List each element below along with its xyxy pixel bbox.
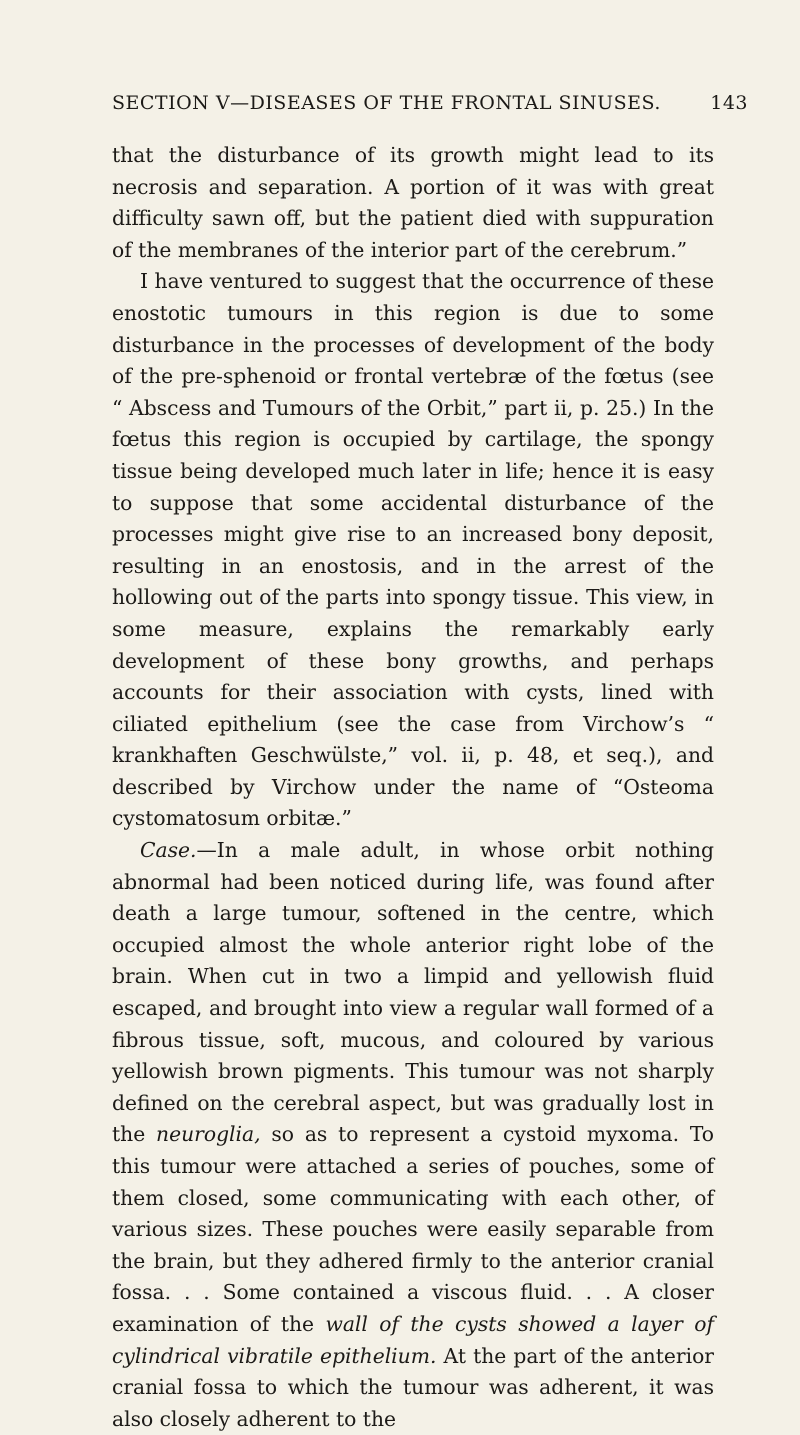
page-number: 143 [710, 92, 748, 114]
paragraph-case [112, 835, 714, 1435]
epithelium-phrase: wall of the cysts showed a layer of cylindrical vibratile epithelium. [112, 1311, 714, 1368]
case-text-b: so as to represent a cystoid myxoma. To this tumour were attached a series of pouches, some of them closed, some communicating with each other, of various sizes. These pouches were easily separable from the brain, but they adhered firmly to the anterior cranial fossa. . . Some contained a viscous fluid. . . A closer examination of the [112, 1122, 714, 1336]
neuroglia-term: neuroglia, [156, 1122, 261, 1147]
body-text [112, 140, 714, 1435]
case-text-a: —In a male adult, in whose orbit nothing abnormal had been noticed during life, was found after death a large tumour, softened in the centre, which occupied almost the whole anterior right lobe of the brain. When cut in two a limpid and yellowish fluid escaped, and brought into view a regular wall formed of a fibrous tissue, soft, mucous, and coloured by various yellowish brown pigments. This tumour was not sharply defined on the cerebral aspect, but was gradually lost in the [112, 838, 714, 1147]
case-text-c: At the part of the anterior cranial fossa to which the tumour was adherent, it was also closely adherent to the [112, 1343, 714, 1431]
paragraph-enostosis: I have ventured to suggest that the occurrence of these enostotic tumours in this region is due to some disturbance in the processes of development of the body of the pre-sphenoid or frontal vertebræ of the fœtus (see “ Abscess and Tumours of the Orbit,” part ii, p. 25.) In the fœtus this region is occupied by cartilage, the spongy tissue being developed much later in life; hence it is easy to suppose that some accidental disturbance of the processes might give rise to an increased bony deposit, resulting in an enostosis, and in the arrest of the hollowing out of the parts into spongy tissue. This view, in some measure, explains the remarkably early development of these bony growths, and perhaps accounts for their association with cysts, lined with ciliated epithelium (see the case from Virchow’s “ krankhaften Geschwülste,” vol. ii, p. 48, et seq.), and described by Virchow under the name of “Osteoma cystomatosum orbitæ.” [112, 269, 714, 831]
case-label: Case. [140, 838, 197, 863]
paragraph-continuation: that the disturbance of its growth might lead to its necrosis and separation. A portion of it was with great difficulty sawn off, but the patient died with suppuration of the membranes of the interior part of the cerebrum.” [112, 143, 714, 262]
running-header [0, 92, 800, 126]
section-title: SECTION V—DISEASES OF THE FRONTAL SINUSES. [112, 92, 661, 114]
